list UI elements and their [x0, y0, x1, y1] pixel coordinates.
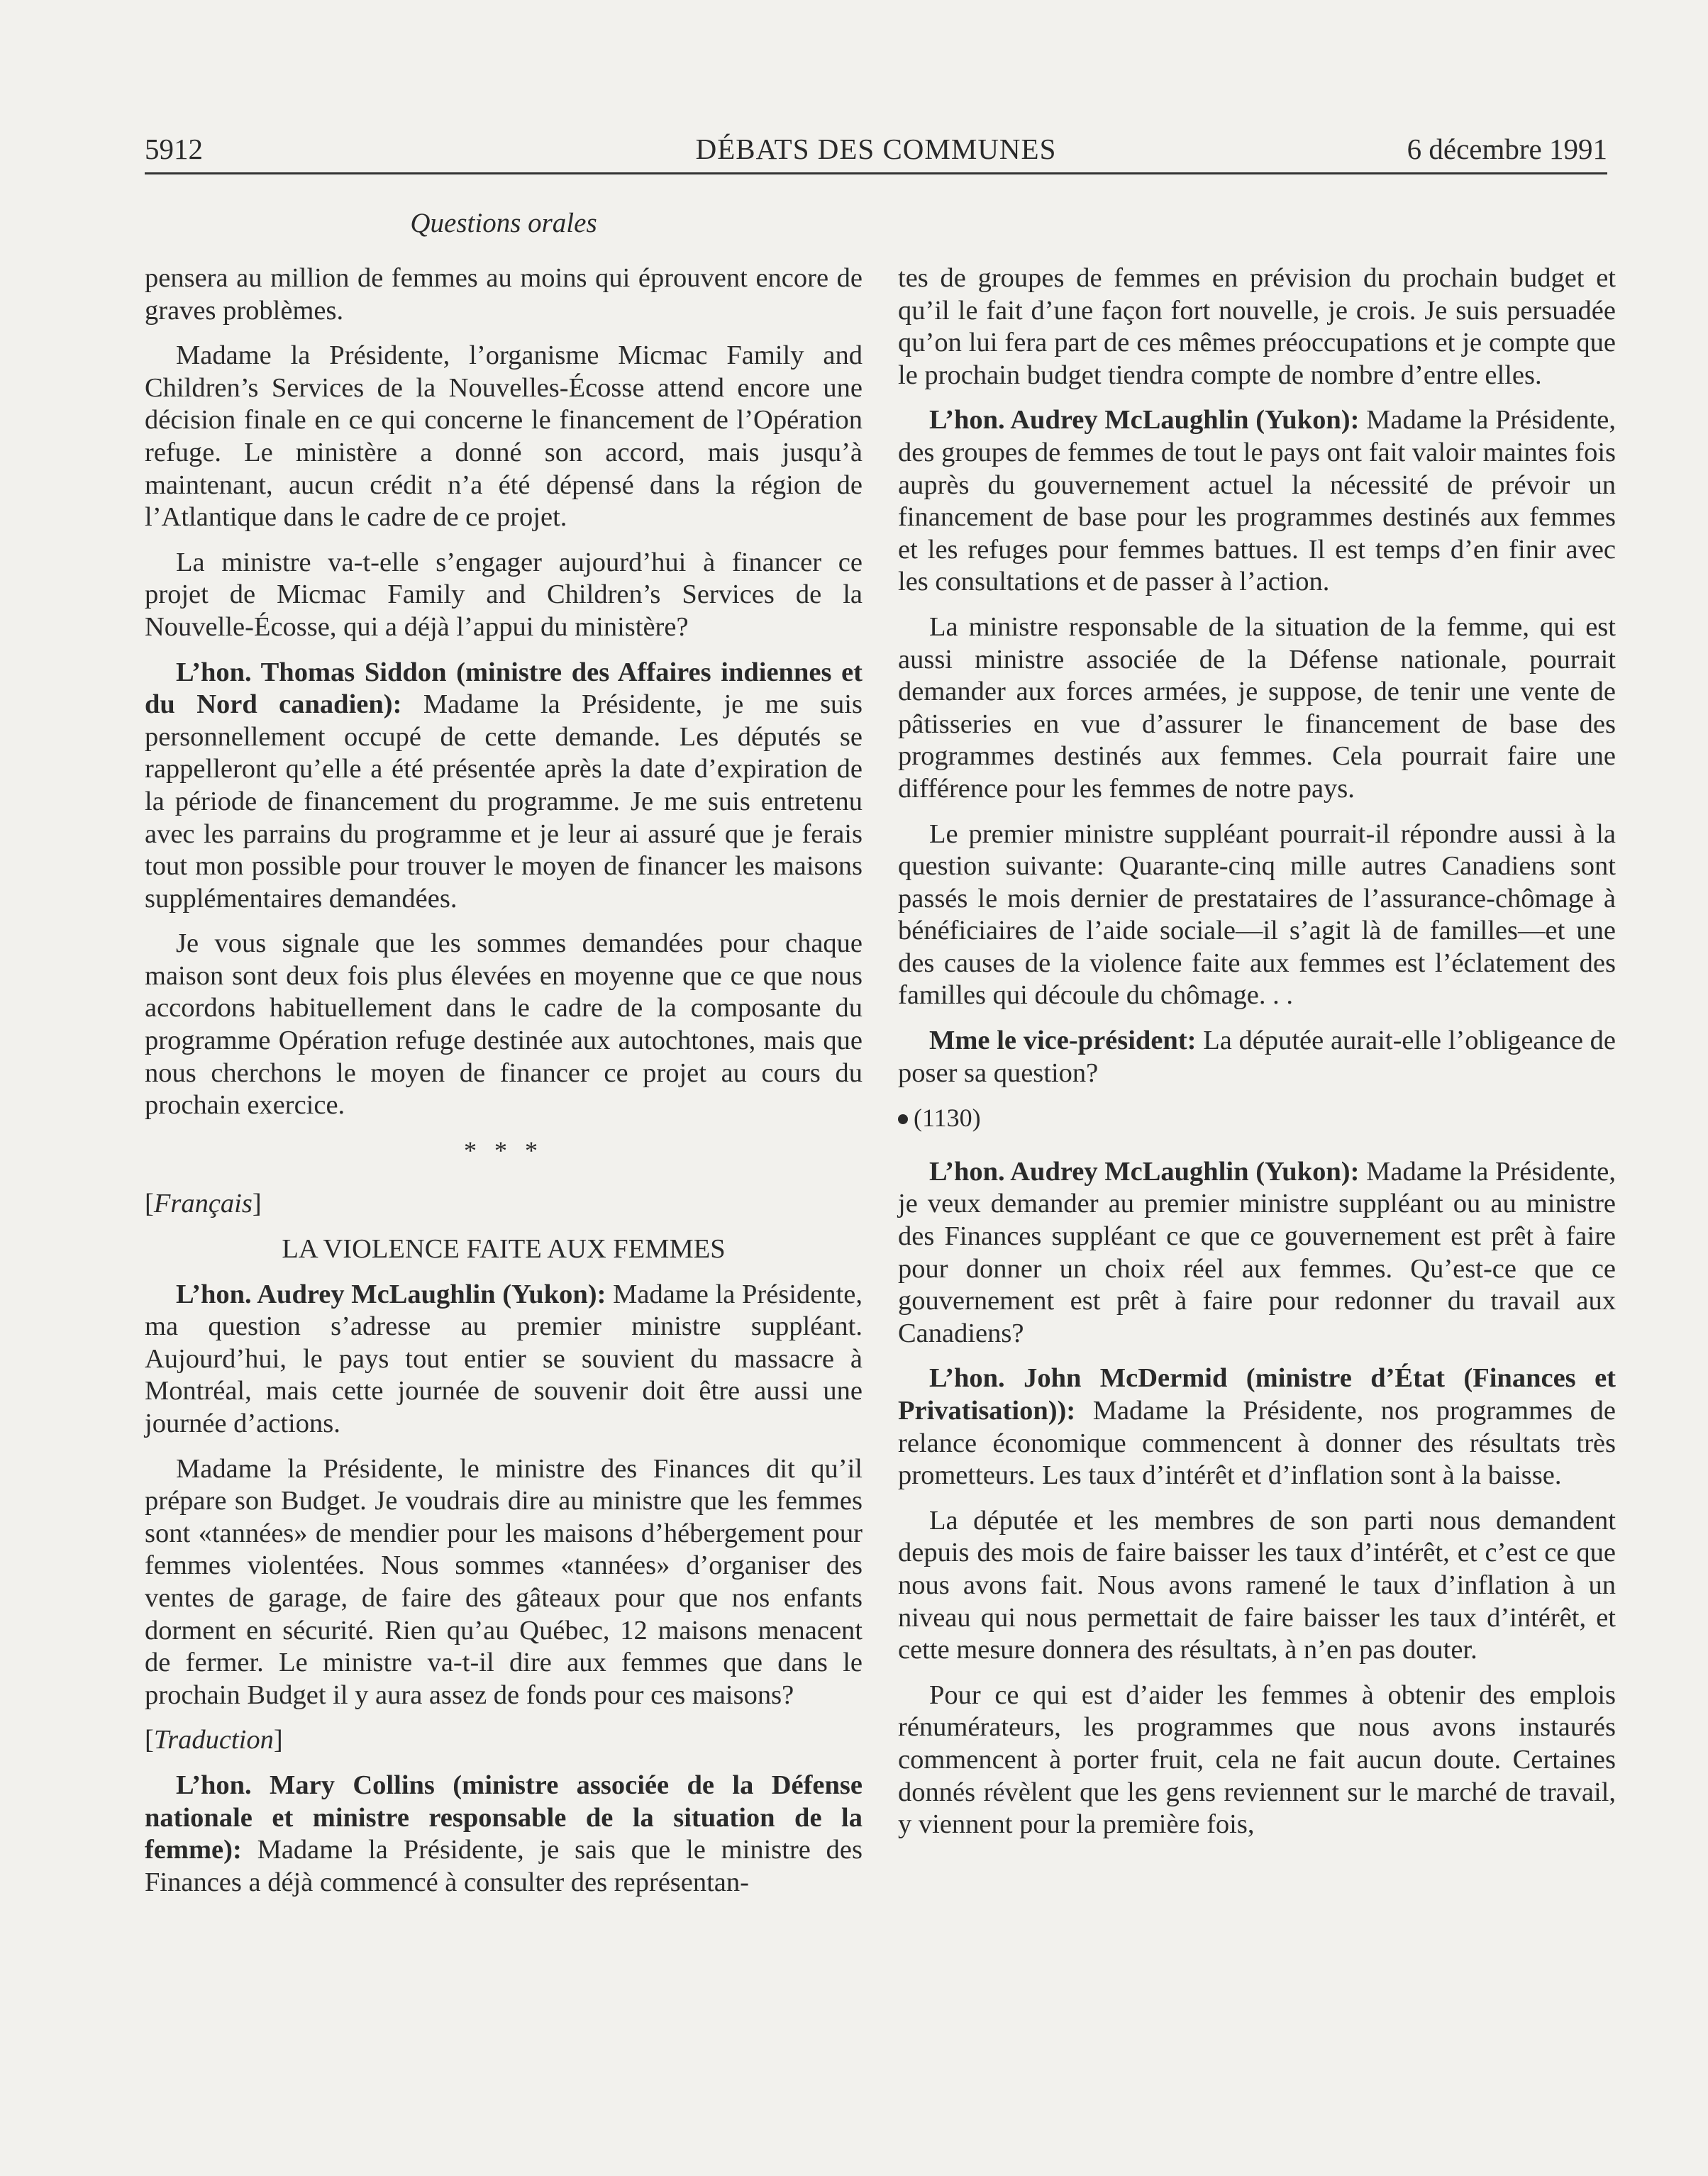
speaker-name: Mme le vice-président: — [929, 1026, 1197, 1056]
paragraph — [145, 1770, 863, 1899]
paragraph — [898, 404, 1616, 599]
language-marker: [Traduction] — [145, 1725, 283, 1755]
paragraph — [145, 657, 863, 916]
language-label: Français — [153, 1189, 253, 1219]
section-separator: * * * — [464, 1136, 543, 1165]
speech-text: Madame la Présidente, je veux demander au premier ministre suppléant ou au ministre des Finances suppléant ce que ce gouvernement est prêt à faire pour donner un choix réel aux femmes. Qu’est-ce que ce gouvernement est prêt à faire pour redonner du travail aux Canadiens? — [898, 1156, 1616, 1348]
paragraph: Madame la Présidente, l’organisme Micmac Family and Children’s Services de la Nouvelles-Écosse attend encore une décision finale en ce qui concerne le financement de l’Opération refuge. Le ministère a donné son accord, mais jusqu’à maintenant, aucun crédit n’a été dépensé dans la région de l’Atlantique dans le cadre de ce projet. — [145, 340, 863, 533]
speech-text: Madame la Présidente, des groupes de femmes de tout le pays ont fait valoir maintes fois auprès du gouvernement actuel la nécessité de prévoir un financement de base pour les programmes destinés aux femmes et les refuges pour femmes battues. Il est temps d’en finir avec les consultations et de passer à l’action. — [898, 405, 1616, 597]
speaker-name: L’hon. John McDermid (ministre d’État (Finances et Privatisation)): — [898, 1363, 1616, 1426]
speech-text: Madame la Présidente, je me suis personnellement occupé de cette demande. Les députés se rappelleront qu’elle a été présentée après la date d’expiration de la période de financement du programme. Je me suis entretenu avec les parrains du programme et je leur ai assuré que je ferais tout mon possible pour trouver le moyen de financer les maisons supplémentaires demandées. — [145, 689, 863, 914]
paragraph — [898, 1156, 1616, 1350]
publication-date: 6 décembre 1991 — [1407, 133, 1607, 165]
paragraph: Je vous signale que les sommes demandées pour chaque maison sont deux fois plus élevées en moyenne que ce que nous accordons habituellement dans le cadre de la composante du programme Opération refuge destinée aux autochtones, mais que nous cherchons le moyen de financer ce projet au cours du prochain exercice. — [145, 928, 863, 1121]
time-marker — [898, 1102, 1616, 1135]
page-header — [145, 129, 1607, 172]
left-column — [145, 262, 863, 1911]
speech-text: Madame la Présidente, je sais que le ministre des Finances a déjà commencé à consulter des représentan- — [145, 1835, 863, 1897]
header-rule — [145, 172, 1607, 174]
paragraph: Madame la Présidente, le ministre des Finances dit qu’il prépare son Budget. Je voudrais dire au ministre que les femmes sont «tannées» de mendier pour les maisons d’hébergement pour femmes violentées. Nous sommes «tannées» d’organiser des ventes de garage, de faire des gâteaux pour que nos enfants dorment en sécurité. Rien qu’au Québec, 12 maisons menacent de fermer. Le ministre va-t-il dire aux femmes que dans le prochain Budget il y aura assez de fonds pour ces maisons? — [145, 1453, 863, 1710]
paragraph: La ministre responsable de la situation de la femme, qui est aussi ministre associée de la Défense nationale, pourrait demander aux forces armées, je suppose, de tenir une vente de pâtisseries en vue d’assurer le financement de base des programmes destinés aux femmes. Cela pourrait faire une différence pour les femmes de notre pays. — [898, 611, 1616, 804]
paragraph: tes de groupes de femmes en prévision du prochain budget et qu’il le fait d’une façon fort nouvelle, je crois. Je suis persuadée qu’on lui fera part de ces mêmes préoccupations et je compte que le prochain budget tiendra compte de nombre d’entre elles. — [898, 263, 1616, 390]
paragraph — [898, 1025, 1616, 1089]
bullet-icon — [898, 1114, 908, 1124]
paragraph: Le premier ministre suppléant pourrait-il répondre aussi à la question suivante: Quarante-cinq mille autres Canadiens sont passés le mois dernier de prestataires de l’assurance-chômage à bénéficiaires de l’aide sociale—il s’agit là de familles—et une des causes de la violence faite aux femmes est l’éclatement des familles qui découle du chômage. . . — [898, 818, 1616, 1011]
speaker-name: L’hon. Audrey McLaughlin (Yukon): — [176, 1279, 606, 1309]
section-subhead: Questions orales — [410, 208, 597, 238]
speech-text: La députée aurait-elle l’obligeance de poser sa question? — [898, 1026, 1616, 1088]
speech-text: Madame la Présidente, nos programmes de relance économique commencent à donner des résultats très prometteurs. Les taux d’intérêt et d’inflation sont à la baisse. — [898, 1396, 1616, 1491]
page-number: 5912 — [145, 133, 203, 165]
paragraph: Pour ce qui est d’aider les femmes à obtenir des emplois rénumérateurs, les programmes que nous avons instaurés commencent à porter fruit, cela ne fait aucun doute. Certaines donnés révèlent que les gens reviennent sur le marché de travail, y viennent pour la première fois, — [898, 1680, 1616, 1840]
language-marker: [Français] — [145, 1189, 262, 1219]
speaker-name: L’hon. Audrey McLaughlin (Yukon): — [929, 405, 1360, 435]
speech-text: Madame la Présidente, ma question s’adresse au premier ministre suppléant. Aujourd’hui, le pays tout entier se souvient du massacre à Montréal, mais cette journée de souvenir doit être aussi une journée d’actions. — [145, 1279, 863, 1438]
speaker-name: L’hon. Audrey McLaughlin (Yukon): — [929, 1156, 1360, 1187]
right-column — [898, 262, 1616, 1854]
publication-title: DÉBATS DES COMMUNES — [695, 133, 1057, 165]
paragraph: pensera au million de femmes au moins qui éprouvent encore de graves problèmes. — [145, 263, 863, 326]
paragraph: La ministre va-t-elle s’engager aujourd’hui à financer ce projet de Micmac Family and Children’s Services de la Nouvelle-Écosse, qui a déjà l’appui du ministère? — [145, 547, 863, 642]
time-label: (1130) — [914, 1104, 981, 1133]
section-title: LA VIOLENCE FAITE AUX FEMMES — [282, 1234, 726, 1265]
paragraph: La députée et les membres de son parti nous demandent depuis des mois de faire baisser les taux d’intérêt, et c’est ce que nous avons fait. Nous avons ramené le taux d’inflation à un niveau qui nous permettait de faire baisser les taux d’intérêt, et cette mesure donnera des résultats, à n’en pas douter. — [898, 1505, 1616, 1665]
paragraph — [145, 1279, 863, 1441]
speaker-name: L’hon. Mary Collins (ministre associée de la Défense nationale et ministre responsable de la situation de la femme): — [145, 1770, 863, 1865]
speaker-name: L’hon. Thomas Siddon (ministre des Affaires indiennes et du Nord canadien): — [145, 657, 863, 720]
language-label: Traduction — [153, 1725, 274, 1755]
paragraph — [898, 1362, 1616, 1492]
